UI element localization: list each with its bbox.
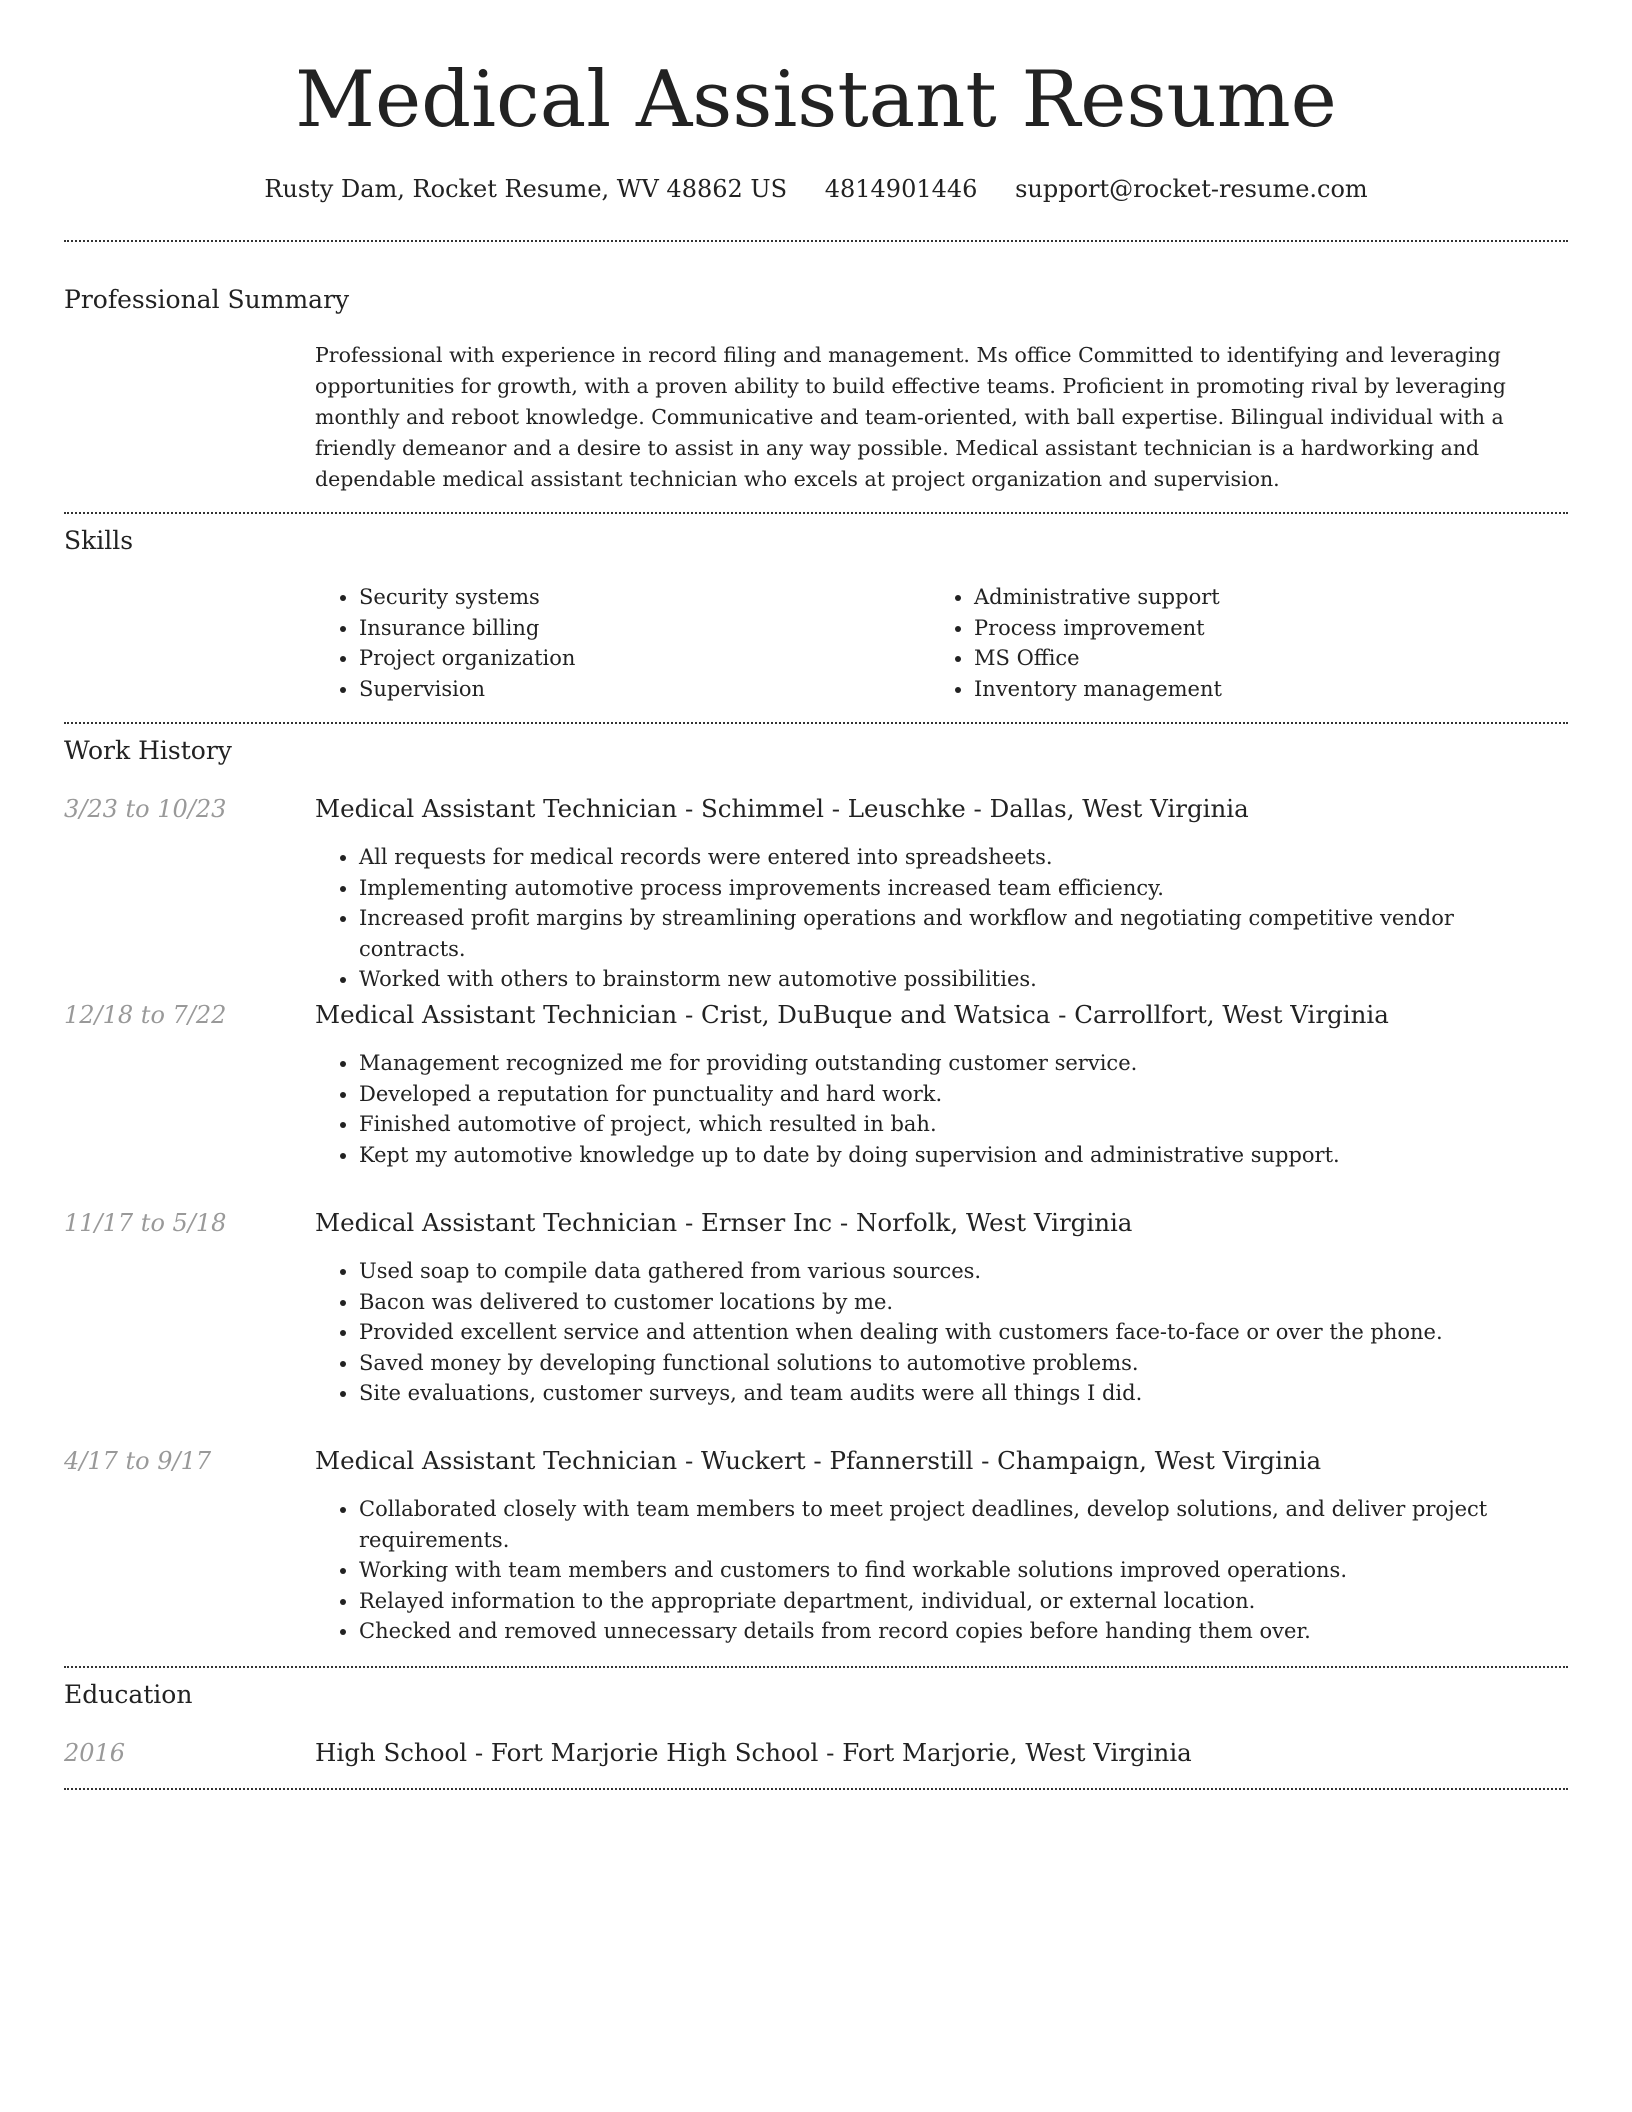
contact-line: [64, 172, 1568, 206]
job-bullet: • Finished automotive of project, which resulted in bah.: [359, 1109, 1559, 1140]
summary-text: Professional with experience in record filing and management. Ms office Committed to identifying and leveraging opportunities for growth, with a proven ability to build effective teams. Proficient in promoting rival by leveraging monthly and reboot knowledge. Communicative and team-oriented, with ball expertise. Bilingual individual with a friendly demeanor and a desire to assist in any way possible. Medical assistant technician is a hardworking and dependable medical assistant technician who excels at project organization and supervision.: [315, 343, 1506, 491]
job-bullet: • Checked and removed unnecessary details from record copies before handing them over.: [359, 1616, 1559, 1647]
job-bullet: • Provided excellent service and attention when dealing with customers face-to-face or over the phone.: [359, 1317, 1559, 1348]
job-title: Medical Assistant Technician - Crist, DuBuque and Watsica - Carrollfort, West Virginia: [315, 1000, 1389, 1029]
divider: [64, 240, 1568, 242]
education-title: High School - Fort Marjorie High School - Fort Marjorie, West Virginia: [315, 1738, 1192, 1767]
job-date: 12/18 to 7/22: [64, 1001, 227, 1029]
job-date: 3/23 to 10/23: [64, 795, 227, 823]
education-heading: Education: [64, 1680, 193, 1709]
job-bullet: • Increased profit margins by streamlining operations and workflow and negotiating competitive vendor contracts.: [359, 903, 1559, 964]
skill-item: • Supervision: [359, 674, 575, 705]
divider: [64, 722, 1568, 724]
job-date: 11/17 to 5/18: [64, 1209, 227, 1237]
job-bullets: [315, 1256, 1559, 1409]
job-bullet: • Site evaluations, customer surveys, and team audits were all things I did.: [359, 1378, 1559, 1409]
job-title: Medical Assistant Technician - Schimmel - Leuschke - Dallas, West Virginia: [315, 794, 1249, 823]
contact-phone: 4814901446: [824, 175, 978, 203]
contact-email: support@rocket-resume.com: [1015, 175, 1368, 203]
skill-item: • Security systems: [359, 582, 575, 613]
job-bullet: • Used soap to compile data gathered from various sources.: [359, 1256, 1559, 1287]
job-bullet: • Collaborated closely with team members to meet project deadlines, develop solutions, and deliver project requirements.: [359, 1494, 1559, 1555]
job-bullet: • Implementing automotive process improvements increased team efficiency.: [359, 873, 1559, 904]
job-title: Medical Assistant Technician - Wuckert - Pfannerstill - Champaign, West Virginia: [315, 1446, 1322, 1475]
job-date: 4/17 to 9/17: [64, 1447, 212, 1475]
skill-item: • Process improvement: [974, 613, 1222, 644]
divider: [64, 512, 1568, 514]
job-bullet: • Bacon was delivered to customer locations by me.: [359, 1287, 1559, 1318]
skills-list-left: [315, 582, 575, 704]
job-bullet: • Developed a reputation for punctuality and hard work.: [359, 1079, 1559, 1110]
job-bullets: [315, 1494, 1559, 1647]
job-bullet: • All requests for medical records were entered into spreadsheets.: [359, 842, 1559, 873]
job-bullet: • Kept my automotive knowledge up to date by doing supervision and administrative support.: [359, 1140, 1559, 1171]
summary-heading: Professional Summary: [64, 285, 350, 314]
job-bullet: • Saved money by developing functional solutions to automotive problems.: [359, 1348, 1559, 1379]
skills-list-right: [930, 582, 1222, 704]
contact-address: Rusty Dam, Rocket Resume, WV 48862 US: [264, 175, 788, 203]
job-bullet: • Relayed information to the appropriate department, individual, or external location.: [359, 1586, 1559, 1617]
skill-item: • Inventory management: [974, 674, 1222, 705]
skill-item: • Insurance billing: [359, 613, 575, 644]
resume-title: Medical Assistant Resume: [295, 55, 1337, 145]
job-bullets: [315, 1048, 1559, 1170]
job-bullet: • Worked with others to brainstorm new automotive possibilities.: [359, 964, 1559, 995]
job-title: Medical Assistant Technician - Ernser Inc - Norfolk, West Virginia: [315, 1208, 1133, 1237]
skill-item: • Project organization: [359, 643, 575, 674]
skills-heading: Skills: [64, 526, 134, 555]
skill-item: • MS Office: [974, 643, 1222, 674]
job-bullet: • Working with team members and customers to find workable solutions improved operations.: [359, 1555, 1559, 1586]
divider: [64, 1788, 1568, 1790]
divider: [64, 1666, 1568, 1668]
job-bullets: [315, 842, 1559, 995]
skill-item: • Administrative support: [974, 582, 1222, 613]
education-date: 2016: [64, 1739, 126, 1767]
work-heading: Work History: [64, 736, 232, 765]
job-bullet: • Management recognized me for providing outstanding customer service.: [359, 1048, 1559, 1079]
